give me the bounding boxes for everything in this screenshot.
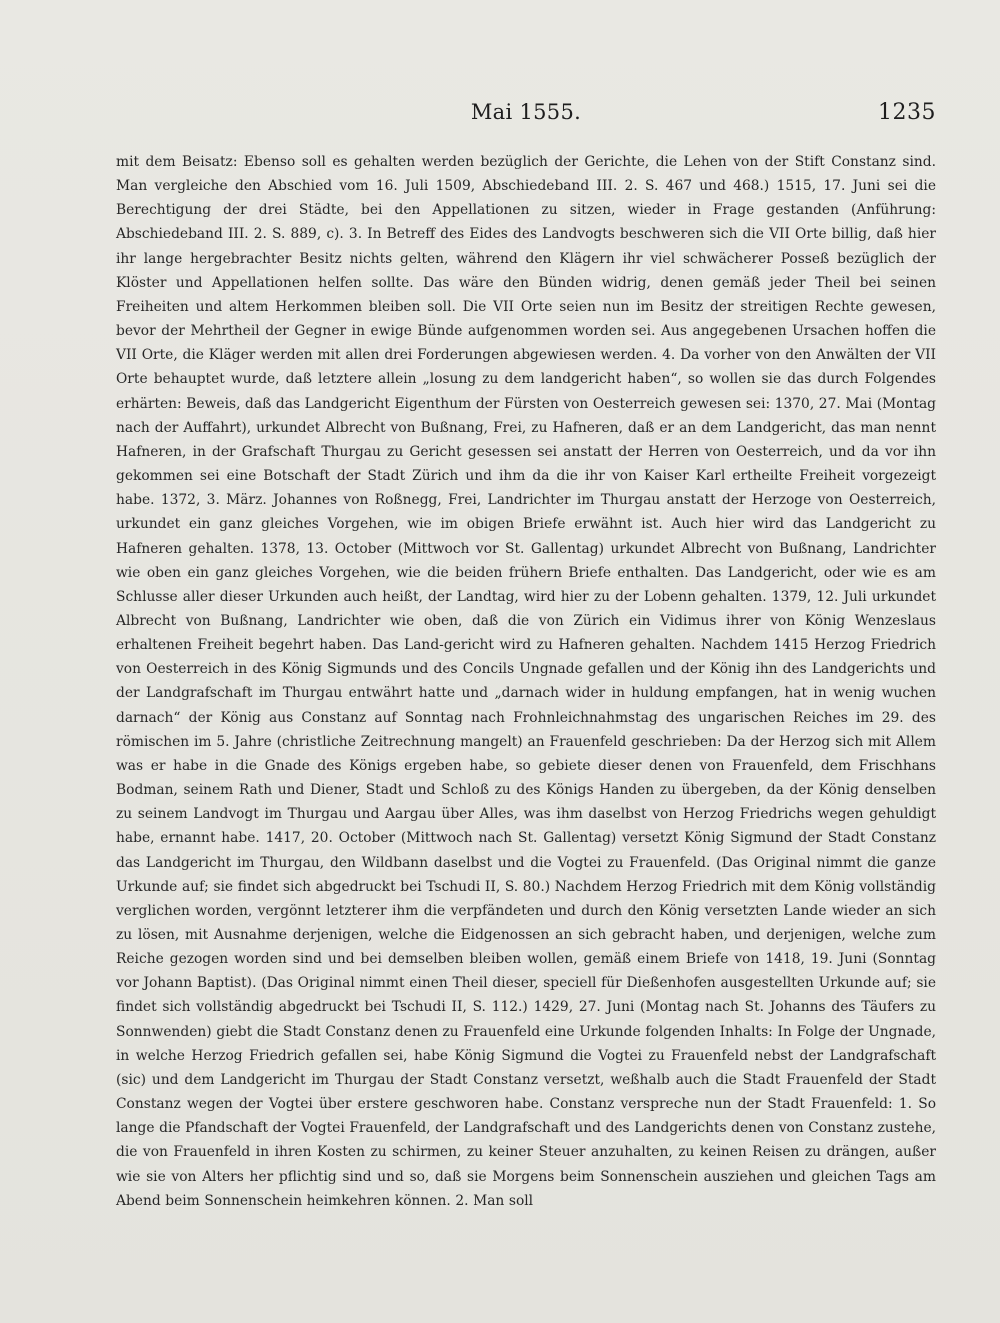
body-text-block [116, 150, 936, 1213]
body-paragraph: mit dem Beisatz: Ebenso soll es gehalten werden bezüglich der Gerichte, die Lehen von der Stift Constanz sind. Man vergleiche den Abschied vom 16. Juli 1509, Abschiedeband III. 2. S. 467 und 468.) 1515, 17. Juni sei die Berechtigung der drei Städte, bei den Appellationen zu sitzen, wieder in Frage gestanden (Anführung: Abschiedeband III. 2. S. 889, c). 3. In Betreff des Eides des Landvogts beschweren sich die VII Orte billig, daß hier ihr lange hergebrachter Besitz nichts gelten, während den Klägern ihr viel schwächerer Posseß bezüglich der Klöster und Appellationen helfen sollte. Das wäre den Bünden widrig, denen gemäß jeder Theil bei seinen Freiheiten und altem Herkommen bleiben soll. Die VII Orte seien nun im Besitz der streitigen Rechte gewesen, bevor der Mehrtheil der Gegner in ewige Bünde aufgenommen worden sei. Aus angegebenen Ursachen hoffen die VII Orte, die Kläger werden mit allen drei Forderungen abgewiesen werden. 4. Da vorher von den Anwälten der VII Orte behauptet wurde, daß letztere allein „losung zu dem landgericht haben“, so wollen sie das durch Folgendes erhärten: Beweis, daß das Landgericht Eigenthum der Fürsten von Oesterreich gewesen sei: 1370, 27. Mai (Montag nach der Auffahrt), urkundet Albrecht von Bußnang, Frei, zu Hafneren, daß er an dem Landgericht, das man nennt Hafneren, in der Grafschaft Thurgau zu Gericht gesessen sei anstatt der Herren von Oesterreich, und da vor ihn gekommen sei eine Botschaft der Stadt Zürich und ihm da die ihr von Kaiser Karl ertheilte Freiheit vorgezeigt habe. 1372, 3. März. Johannes von Roßnegg, Frei, Landrichter im Thurgau anstatt der Herzoge von Oesterreich, urkundet ein ganz gleiches Vorgehen, wie im obigen Briefe erwähnt ist. Auch hier wird das Landgericht zu Hafneren gehalten. 1378, 13. October (Mittwoch vor St. Gallentag) urkundet Albrecht von Bußnang, Landrichter wie oben ein ganz gleiches Vorgehen, wie die beiden frühern Briefe enthalten. Das Landgericht, oder wie es am Schlusse aller dieser Urkunden auch heißt, der Landtag, wird hier zu der Lobenn gehalten. 1379, 12. Juli urkundet Albrecht von Bußnang, Landrichter wie oben, daß die von Zürich ein Vidimus ihrer von König Wenzeslaus erhaltenen Freiheit begehrt haben. Das Land-gericht wird zu Hafneren gehalten. Nachdem 1415 Herzog Friedrich von Oesterreich in des König Sigmunds und des Concils Ungnade gefallen und der König ihn des Landgerichts und der Landgrafschaft im Thurgau entwährt hatte und „darnach wider in huldung empfangen, hat in wenig wuchen darnach“ der König aus Constanz auf Sonntag nach Frohnleichnahmstag des ungarischen Reiches im 29. des römischen im 5. Jahre (christliche Zeitrechnung mangelt) an Frauenfeld geschrieben: Da der Herzog sich mit Allem was er habe in die Gnade des Königs ergeben habe, so gebiete dieser denen von Frauenfeld, dem Frischhans Bodman, seinem Rath und Diener, Stadt und Schloß zu des Königs Handen zu übergeben, da der König denselben zu seinem Landvogt im Thurgau und Aargau über Alles, was ihm daselbst von Herzog Friedrichs wegen gehuldigt habe, ernannt habe. 1417, 20. October (Mittwoch nach St. Gallentag) versetzt König Sigmund der Stadt Constanz das Landgericht im Thurgau, den Wildbann daselbst und die Vogtei zu Frauenfeld. (Das Original nimmt die ganze Urkunde auf; sie findet sich abgedruckt bei Tschudi II, S. 80.) Nachdem Herzog Friedrich mit dem König vollständig verglichen worden, vergönnt letzterer ihm die verpfändeten und durch den König versetzten Lande wieder an sich zu lösen, mit Ausnahme derjenigen, welche die Eidgenossen an sich gebracht haben, und derjenigen, welche zum Reiche gezogen worden sind und bei demselben bleiben wollen, gemäß einem Briefe von 1418, 19. Juni (Sonntag vor Johann Baptist). (Das Original nimmt einen Theil dieser, speciell für Dießenhofen ausgestellten Urkunde auf; sie findet sich vollständig abgedruckt bei Tschudi II, S. 112.) 1429, 27. Juni (Montag nach St. Johanns des Täufers zu Sonnwenden) giebt die Stadt Constanz denen zu Frauenfeld eine Urkunde folgenden Inhalts: In Folge der Ungnade, in welche Herzog Friedrich gefallen sei, habe König Sigmund die Vogtei zu Frauenfeld nebst der Landgrafschaft (sic) und dem Landgericht im Thurgau der Stadt Constanz versetzt, weßhalb auch die Stadt Frauenfeld der Stadt Constanz wegen der Vogtei über erstere geschworen habe. Constanz verspreche nun der Stadt Frauenfeld: 1. So lange die Pfandschaft der Vogtei Frauenfeld, der Landgrafschaft und des Landgerichts denen von Constanz zustehe, die von Frauenfeld in ihren Kosten zu schirmen, zu keiner Steuer anzuhalten, zu keinen Reisen zu drängen, außer wie sie von Alters her pflichtig sind und so, daß sie Morgens beim Sonnenschein ausziehen und gleichen Tags am Abend beim Sonnenschein heimkehren können. 2. Man soll [116, 154, 936, 1209]
page-header [116, 100, 936, 134]
running-title: Mai 1555. [470, 100, 582, 124]
page-number: 1235 [878, 100, 936, 125]
